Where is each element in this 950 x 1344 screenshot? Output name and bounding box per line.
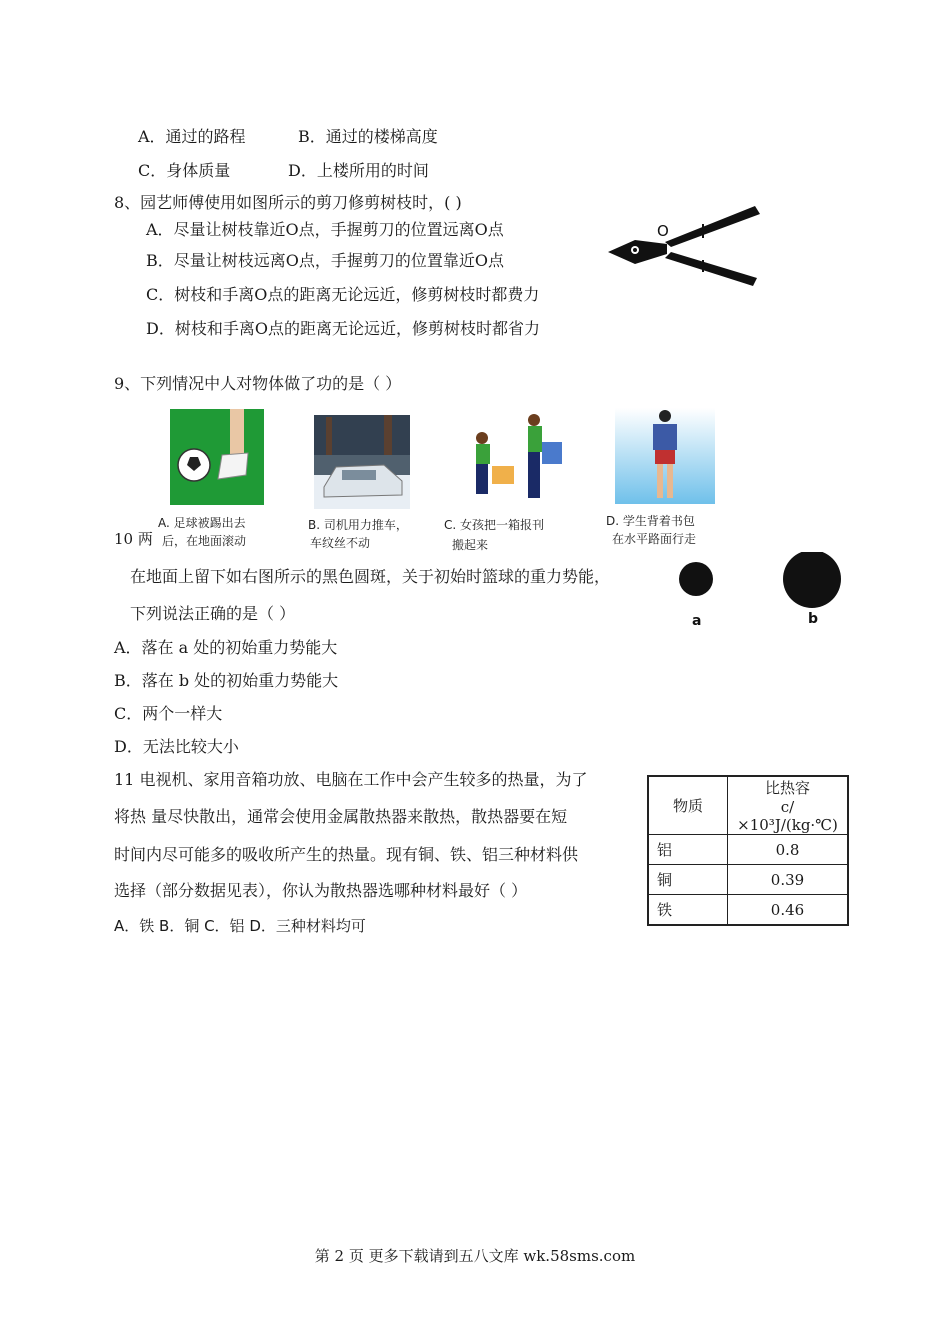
spot-b-label: b: [808, 611, 819, 627]
q9-caption-c2: 搬起来: [452, 538, 489, 552]
q8-option-b: B．尽量让树枝远离O点，手握剪刀的位置靠近O点: [146, 251, 504, 270]
q8-stem: 8、园艺师傅使用如图所示的剪刀修剪树枝时，( ): [114, 193, 462, 212]
q9-caption-a1: A. 足球被踢出去: [158, 516, 246, 530]
q11-line3: 时间内尽可能多的吸收所产生的热量。现有铜、铁、铝三种材料供: [114, 845, 579, 864]
q10-number: 10 两: [114, 530, 153, 548]
table-cell-value: 0.39: [728, 865, 849, 895]
specific-heat-table: [647, 775, 849, 926]
table-header-heat: [728, 776, 849, 835]
q9-caption-d1: D. 学生背着书包: [606, 514, 695, 528]
table-header-heat-line2: c/×10³J/(kg·℃): [737, 798, 838, 834]
q11-line2: 将热 量尽快散出，通常会使用金属散热器来散热，散热器要在短: [114, 807, 568, 826]
table-cell-name: 铜: [648, 865, 728, 895]
table-row: [648, 895, 848, 926]
table-cell-name: 铝: [648, 835, 728, 865]
table-row: [648, 835, 848, 865]
q7-option-d: D．上楼所用的时间: [288, 161, 429, 180]
spot-a-label: a: [692, 613, 702, 629]
q9-caption-d2: 在水平路面行走: [612, 532, 697, 546]
q10-line1: 在地面上留下如右图所示的黑色圆斑，关于初始时篮球的重力势能，: [130, 567, 611, 586]
q9-caption-b2: 车纹丝不动: [310, 536, 371, 550]
table-cell-name: 铁: [648, 895, 728, 926]
q9-caption-b1: B. 司机用力推车，: [308, 518, 408, 532]
q9-caption-c1: C. 女孩把一箱报刊: [444, 518, 545, 532]
table-cell-value: 0.46: [728, 895, 849, 926]
page-footer: 第 2 页 更多下载请到五八文库 wk.58sms.com: [314, 1247, 636, 1265]
table-cell-value: 0.8: [728, 835, 849, 865]
car-in-snow-image: [314, 415, 410, 509]
girl-lifting-box-image: [462, 412, 566, 506]
football-image: [170, 409, 264, 505]
q8-option-d: D．树枝和手离O点的距离无论远近，修剪树枝时都省力: [146, 319, 540, 338]
q11-line4: 选择（部分数据见表），你认为散热器选哪种材料最好（ ）: [114, 881, 528, 900]
q7-option-b: B．通过的楼梯高度: [298, 127, 438, 146]
q10-option-a: A．落在 a 处的初始重力势能大: [114, 638, 338, 657]
scissors-pivot-label: O: [657, 222, 669, 240]
table-header-substance: 物质: [648, 776, 728, 835]
q10-line2: 下列说法正确的是（ ）: [130, 604, 296, 623]
q8-option-a: A．尽量让树枝靠近O点，手握剪刀的位置远离O点: [146, 220, 504, 239]
q10-option-d: D．无法比较大小: [114, 737, 239, 756]
q11-options: A．铁 B．铜 C．铝 D．三种材料均可: [114, 917, 366, 935]
q10-option-b: B．落在 b 处的初始重力势能大: [114, 671, 339, 690]
q11-line1: 11 电视机、家用音箱功放、电脑在工作中会产生较多的热量，为了: [114, 770, 588, 789]
table-header-heat-line1: 比热容: [764, 779, 810, 797]
q9-stem: 9、下列情况中人对物体做了功的是（ ）: [114, 374, 402, 393]
q8-option-c: C．树枝和手离O点的距离无论远近，修剪树枝时都费力: [146, 285, 540, 304]
scissors-figure: [605, 200, 765, 290]
q9-caption-a2: 后，在地面滚动: [162, 534, 247, 548]
q10-option-c: C．两个一样大: [114, 704, 223, 723]
q7-option-a: A．通过的路程: [138, 127, 246, 146]
q7-option-c: C．身体质量: [138, 161, 231, 180]
ball-spots-figure: [670, 552, 850, 652]
table-row: [648, 865, 848, 895]
student-backpack-image: [615, 408, 715, 504]
